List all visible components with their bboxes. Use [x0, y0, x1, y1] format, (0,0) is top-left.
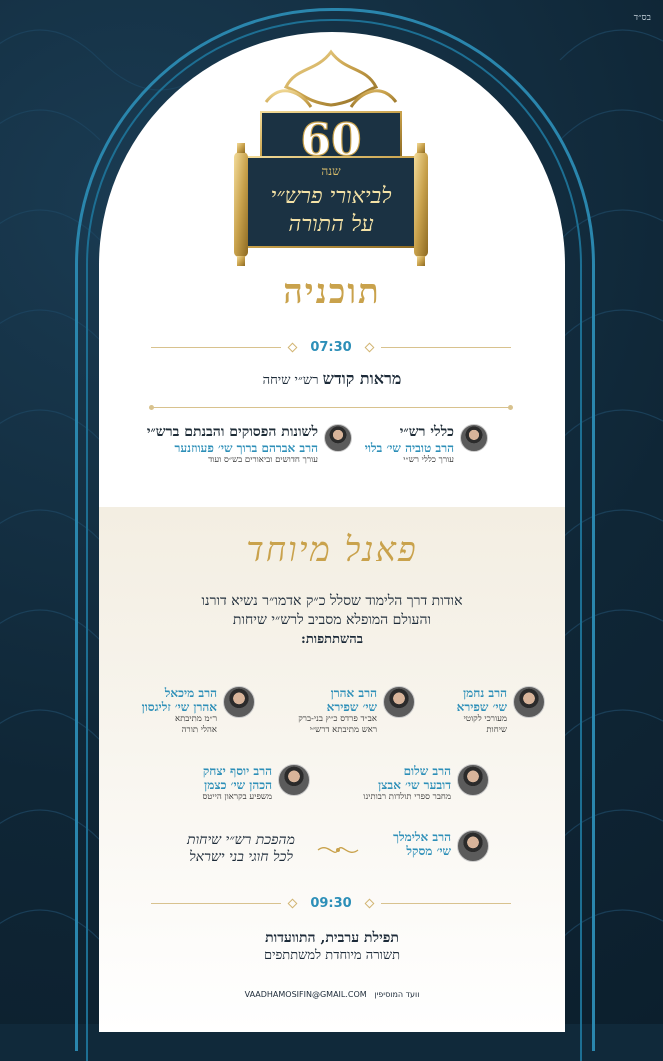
moderator-photo — [457, 830, 489, 862]
diamond-ornament — [288, 899, 298, 909]
panelist-photo — [223, 686, 255, 718]
divider-line — [381, 347, 511, 348]
time-row-1 — [151, 340, 511, 355]
arch-paper — [99, 32, 565, 1032]
panelist-name2: שי׳ שפירא — [456, 700, 507, 714]
panelist-card — [457, 686, 545, 736]
panelist-card — [142, 686, 255, 736]
session2-line1: תפילת ערבית, התוועדות — [265, 930, 399, 946]
speaker-role: עורך חדושים וביאורים בש״ס ועוד — [208, 455, 318, 465]
divider-line — [151, 903, 281, 904]
panelist-name1: הרב שלום — [403, 764, 451, 778]
speaker-card — [147, 424, 352, 466]
panelist-name2: שי׳ שפירא — [326, 700, 377, 714]
time-row-2 — [151, 896, 511, 911]
panel-desc-line1: אודות דרך הלימוד שסלל כ״ק אדמו״ר נשיא דורנו — [201, 593, 463, 609]
panelist-card — [363, 764, 489, 803]
diamond-ornament — [288, 343, 298, 353]
panelist-name1: הרב יוסף יצחק — [202, 764, 272, 778]
moderator-name1: הרב אלימלך — [393, 830, 451, 844]
speaker-photo — [324, 424, 352, 452]
logo-number: 60 — [300, 115, 362, 166]
session2-line2: תשורה מיוחדת למשתתפים — [263, 948, 401, 963]
moderator-card — [393, 830, 489, 862]
panelist-photo — [278, 764, 310, 796]
corner-mark: בס״ד — [633, 13, 651, 23]
session1-headline-bold: מראות קודש — [322, 369, 402, 388]
panelist-role1: ר״מ מתיבתא — [175, 714, 217, 724]
speaker-card — [365, 424, 488, 466]
flourish-ornament — [316, 840, 360, 860]
panelist-role1: מעורכי לקוטי — [463, 714, 507, 724]
logo-line1: לביאורי פרש״י — [270, 184, 392, 209]
divider-line — [381, 903, 511, 904]
panelist-role1: מחבר ספרי תולדות רבותינו — [363, 792, 451, 802]
speaker-name: הרב טוביה שי׳ בלוי — [364, 441, 454, 455]
panelist-photo — [513, 686, 545, 718]
panel-description — [99, 592, 565, 649]
panelist-photo — [383, 686, 415, 718]
slogan-line1: מהפכת רש״י שיחות — [187, 832, 295, 848]
participation-label: בהשתתפות: — [301, 632, 363, 647]
separator — [151, 407, 511, 408]
panelist-name2: דובער שי׳ אבצן — [378, 778, 451, 792]
logo-line2: על התורה — [288, 212, 374, 237]
footer-email[interactable]: VAADHAMOSIFIN@GMAIL.COM — [244, 990, 367, 999]
panelist-photo — [457, 764, 489, 796]
panelist-role1: משפיע בקראון הייטס — [202, 792, 272, 802]
speaker-photo — [460, 424, 488, 452]
slogan-line2: לכל חוגי בני ישראל — [189, 849, 293, 865]
footer — [99, 990, 565, 999]
session1-headline-rest: רש״י שיחה — [262, 373, 319, 388]
session1-time: 07:30 — [310, 340, 352, 355]
panelist-name1: הרב נחמן — [463, 686, 507, 700]
script-slogan — [171, 832, 311, 866]
scroll-logo — [226, 47, 436, 277]
panelist-name2: הכהן שי׳ כצמן — [204, 778, 272, 792]
panelist-role2: ראש מתיבתא דרש״י — [309, 725, 377, 735]
speaker-role: עורך כללי רש״י — [403, 455, 454, 465]
panel-desc-line2: והעולם המופלא מסביב לרש״י שיחות — [232, 612, 432, 628]
panelist-name1: הרב אהרן — [330, 686, 377, 700]
speaker-name: הרב אברהם ברוך שי׳ פעווזנער — [174, 441, 318, 455]
divider-line — [151, 347, 281, 348]
session1-headline — [99, 369, 565, 389]
panelist-name1: הרב מיכאל — [164, 686, 217, 700]
speaker-topic: לשונות הפסוקים והבנתם ברש״י — [146, 424, 318, 440]
session2-time: 09:30 — [310, 896, 352, 911]
panelist-role2: שיחות — [486, 725, 507, 735]
panelist-role1: אב״ד פרדס כ״ץ בני-ברק — [298, 714, 377, 724]
diamond-ornament — [364, 343, 374, 353]
panelist-name2: אהרן שי׳ זליגסון — [141, 700, 217, 714]
panelist-card — [202, 764, 310, 803]
session2-text — [99, 929, 565, 965]
panelist-card — [298, 686, 415, 736]
speaker-topic: כללי רש״י — [399, 424, 454, 440]
program-title: תוכניה — [283, 272, 381, 312]
footer-org: וועד המוסיפין — [374, 990, 420, 999]
moderator-name2: שי׳ מסקל — [406, 844, 451, 858]
logo-shana: שנה — [321, 164, 341, 178]
diamond-ornament — [364, 899, 374, 909]
panelist-role2: אהלי תורה — [181, 725, 217, 735]
panel-title: פאנל מיוחד — [246, 530, 418, 570]
